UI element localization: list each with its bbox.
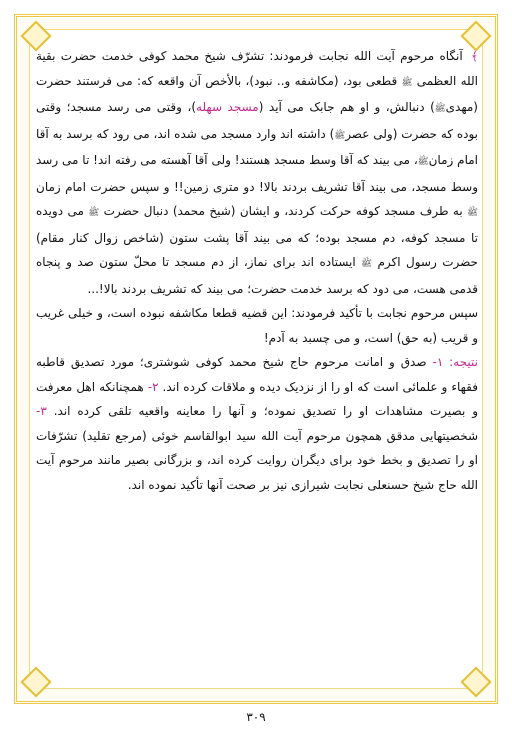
honorific-icon: ﷺ <box>417 157 429 167</box>
text: به طرف مسجد کوفه حرکت کردند، و ایشان (شیخ محمد) دنبال حضرت <box>103 204 463 218</box>
text: ایستاده اند برای نماز، از دم مسجد تا محلّ ستون صد و پنجاه قدمی هست، می دود که برسد خدمت حضرت؛ می بیند که تشریف بردند بالا!... <box>36 255 478 296</box>
paragraph-confirmation: سپس مرحوم نجابت با تأکید فرمودند: این قضیه قطعا مکاشفه نبوده است، و خیلی غریب و قریب (به حق) است، و می چسبد به آدم! <box>36 306 478 345</box>
text: صدق و امانت مرحوم حاج شیخ محمد کوفی شوشتری؛ مورد تصدیق قاطبه فقهاء و علمائی است که او را از نزدیک دیده و ملاقات کرده اند. <box>36 355 478 394</box>
highlighted-place-name: مسجد سهله <box>196 100 259 114</box>
text: همچنانکه اهل معرفت و بصیرت مشاهدات او را تصدیق نموده؛ و آنها را معاینه واقعیه تلقی کرده اند. <box>36 379 478 418</box>
point-number: ۳- <box>36 404 47 418</box>
page-number: ۳۰۹ <box>246 710 266 724</box>
honorific-icon: ﷺ <box>467 208 478 218</box>
honorific-icon: ﷺ <box>334 130 346 141</box>
text: ، می بیند که آقا وسط مسجد هستند! ولی آقا آهسته می رفته اند! تا می رسد وسط مسجد، می بیند آقا تشریف بردند بالا! دو متری زمین!! و سپس حضرت امام زمان <box>36 153 478 194</box>
text: قطعی بود، (مکاشفه و.. نبود)، بالأخص آن واقعه که: می فرستند حضرت (مهدی <box>36 73 478 114</box>
honorific-icon: ﷺ <box>401 77 413 88</box>
honorific-icon: ﷺ <box>434 104 446 114</box>
honorific-icon: ﷺ <box>88 208 100 218</box>
paragraph-story <box>36 44 478 301</box>
text: )، وقتی می رسد مسجد؛ وقتی بوده که حضرت (ولی عصر <box>36 100 478 141</box>
honorific-icon: ﷺ <box>361 259 373 269</box>
text: ) داشته اند وارد مسجد می شده اند، می رود که برسد به آقا امام زمان <box>36 126 478 167</box>
page-text <box>36 44 478 664</box>
text: شخصیتهایی مدقق همچون مرحوم آیت الله سید ابوالقاسم خوئی (مرجع تقلید) تشرّفات او را تصدیق و بخط خود برای دیگران روایت کرده اند، و بزرگانی بصیر مانند مرحوم آیت الله حاج شیخ حسنعلی نجابت شیرازی نیز بر صحت آنها تأکید نموده اند. <box>36 428 478 492</box>
paragraph-marker-icon: ﴾ <box>470 49 478 63</box>
text: ) دنبالش، و او هم جابک می آید ( <box>258 100 435 114</box>
text: می دویده تا مسجد کوفه، دم مسجد بوده؛ که می بیند آقا پشت ستون (شاخص زوال کنار مقام) حضرت رسول اکرم <box>36 204 478 269</box>
conclusion-label: نتیجه: ۱- <box>432 355 478 369</box>
paragraph-conclusion <box>36 350 478 497</box>
point-number: ۲- <box>147 379 159 394</box>
text: آنگاه مرحوم آیت الله نجابت فرمودند: تشرّف شیخ محمد کوفی خدمت حضرت بقیة الله العظمی <box>36 49 478 88</box>
